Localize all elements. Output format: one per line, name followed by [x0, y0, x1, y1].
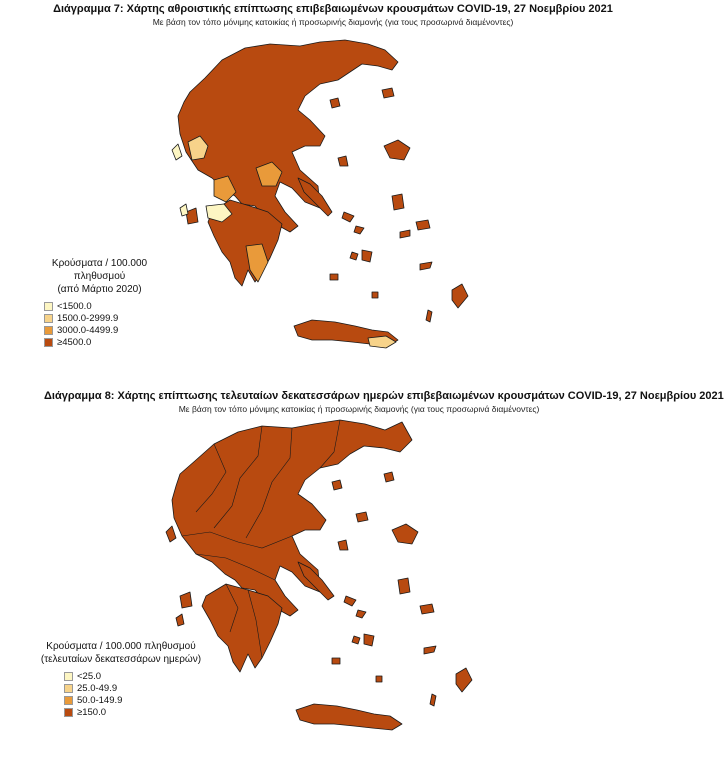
legend-item: [44, 336, 167, 348]
region-milos: [332, 658, 340, 664]
region-lemnos: [356, 512, 368, 522]
region-rhodes: [452, 284, 468, 308]
region-chios: [398, 578, 410, 594]
region-andros: [344, 596, 356, 606]
legend-swatch: [44, 338, 53, 347]
map-title: Διάγραμμα 7: Χάρτης αθροιστικής επίπτωσης επιβεβαιωμένων κρουσμάτων COVID-19, 27 Νοεμβρίου 2021: [53, 3, 613, 15]
legend-label: 3000.0-4499.9: [57, 324, 119, 336]
region-samothrace: [382, 88, 394, 98]
region-corfu: [166, 526, 176, 542]
legend-swatch: [64, 696, 73, 705]
legend-item: [44, 324, 167, 336]
legend-swatch: [44, 314, 53, 323]
region-lesvos: [384, 140, 410, 160]
map-panel-14day: [0, 382, 724, 764]
legend-item: [44, 300, 167, 312]
region-kos: [420, 262, 432, 270]
legend-title-line2: (τελευταίων δεκατεσσάρων ημερών): [40, 654, 202, 665]
legend-swatch: [64, 684, 73, 693]
legend-title-line1: Κρούσματα / 100.000 πληθυσμού: [46, 641, 196, 652]
region-skyros: [338, 156, 348, 166]
region-tinos: [354, 226, 364, 234]
legend-swatch: [64, 708, 73, 717]
map-title: Διάγραμμα 8: Χάρτης επίπτωσης τελευταίων δεκατεσσάρων ημερών επιβεβαιωμένων κρουσμάτων COVID-19, 27 Νοεμβρίου 2021: [44, 390, 724, 402]
region-milos: [330, 274, 338, 280]
region-zakynthos: [176, 614, 184, 626]
legend-swatch: [44, 302, 53, 311]
legend-label: <1500.0: [57, 300, 92, 312]
region-samothrace: [384, 472, 394, 482]
region-thasos: [332, 480, 342, 490]
legend-title-line1: Κρούσματα / 100.000 πληθυσμού: [51, 258, 148, 282]
legend-title-line2: (από Μάρτιο 2020): [57, 284, 142, 295]
region-naxos: [364, 634, 374, 646]
legend-label: 50.0-149.9: [77, 694, 123, 706]
legend-item: [64, 694, 216, 706]
region-lesvos: [392, 524, 418, 544]
region-skyros: [338, 540, 348, 550]
region-thira: [376, 676, 382, 682]
map-panel-cumulative: [0, 0, 628, 380]
legend-swatch: [64, 672, 73, 681]
region-mainland: [172, 420, 412, 616]
legend-item: [64, 682, 216, 694]
legend-label: <25.0: [77, 670, 102, 682]
region-paros: [350, 252, 358, 260]
region-karpathos: [430, 694, 436, 706]
region-corfu: [172, 144, 182, 160]
legend-label: ≥4500.0: [57, 336, 92, 348]
region-kefalonia: [180, 592, 192, 608]
map-subtitle: Με βάση τον τόπο μόνιμης κατοικίας ή προσωρινής διαμονής (για τους προσωρινά διαμένοντες): [178, 404, 540, 414]
region-mainland: [178, 40, 398, 232]
region-zakynthos: [180, 204, 188, 216]
region-tinos: [356, 610, 366, 618]
region-chios: [392, 194, 404, 210]
legend-label: ≥150.0: [77, 706, 106, 718]
region-karpathos: [426, 310, 432, 322]
region-paros: [352, 636, 360, 644]
region-kos: [424, 646, 436, 654]
region-naxos: [362, 250, 372, 262]
map-legend: [26, 640, 216, 718]
map-legend: [32, 257, 167, 348]
legend-item: [64, 670, 216, 682]
region-andros: [342, 212, 354, 222]
region-ikaria: [400, 230, 410, 238]
legend-item: [64, 706, 216, 718]
region-rhodes: [456, 668, 472, 692]
legend-label: 1500.0-2999.9: [57, 312, 119, 324]
region-crete: [296, 704, 402, 730]
map-subtitle: Με βάση τον τόπο μόνιμης κατοικίας ή προσωρινής διαμονής (για τους προσωρινά διαμένοντες): [152, 17, 514, 27]
region-kefalonia: [186, 208, 198, 224]
region-samos: [420, 604, 434, 614]
region-samos: [416, 220, 430, 230]
region-thira: [372, 292, 378, 298]
legend-item: [44, 312, 167, 324]
region-thasos: [330, 98, 340, 108]
legend-swatch: [44, 326, 53, 335]
legend-label: 25.0-49.9: [77, 682, 118, 694]
